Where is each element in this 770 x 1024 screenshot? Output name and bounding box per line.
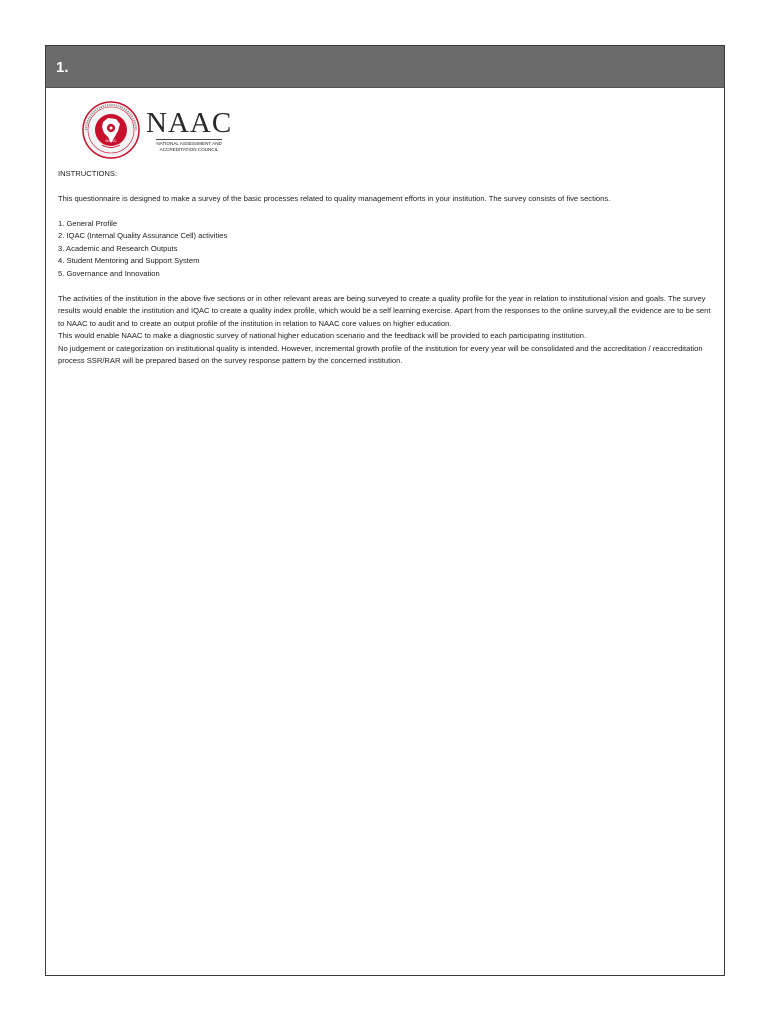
naac-full-name: [156, 139, 222, 152]
content-area: [46, 88, 724, 368]
section-item: 2. IQAC (Internal Quality Assurance Cell) activities: [58, 231, 228, 240]
naac-seal-icon: [80, 100, 142, 160]
section-item: 4. Student Mentoring and Support System: [58, 256, 200, 265]
naac-full-name-line2: ACCREDITATION COUNCIL: [159, 146, 219, 152]
section-list: [58, 218, 712, 281]
instructions-intro: This questionnaire is designed to make a survey of the basic processes related to quality management efforts in your institution. The survey consists of five sections.: [58, 193, 611, 203]
instructions-paragraph: The activities of the institution in the above five sections or in other relevant areas are being surveyed to create a quality profile for the year in relation to institutional vision and goals. The survey results would enable the institution and IQAC to create a quality index profile, which would be a self learning exercise. Apart from the responses to the online survey,all the evidence are to be sent to NAAC to audit and to create an output profile of the institution in relation to NAAC core values on higher education.: [58, 293, 711, 328]
naac-full-name-line1: NATIONAL ASSESSMENT AND: [156, 141, 222, 146]
question-header: [46, 46, 724, 88]
seal-text: NAAC: [105, 138, 117, 143]
section-item: 3. Academic and Research Outputs: [58, 243, 178, 253]
question-number: 1.: [56, 59, 69, 76]
section-item: 5. Governance and Innovation: [58, 268, 160, 278]
naac-logo-text: [146, 108, 232, 152]
page-frame: [45, 45, 725, 976]
instructions-paragraph: This would enable NAAC to make a diagnostic survey of national higher education scenario and the feedback will be provided to each participating institution.: [58, 331, 587, 340]
naac-wordmark: NAAC: [146, 107, 233, 139]
section-item: 1. General Profile: [58, 218, 118, 228]
instructions-paragraph: No judgement or categorization on institutional quality is intended. However, incremental growth profile of the institution for every year will be consolidated and the accreditation / reaccreditation process SSR/RAR will be prepared based on the survey response pattern by the concerned institution.: [58, 343, 703, 365]
naac-logo: [80, 100, 712, 160]
instructions-heading: INSTRUCTIONS:: [58, 169, 118, 178]
